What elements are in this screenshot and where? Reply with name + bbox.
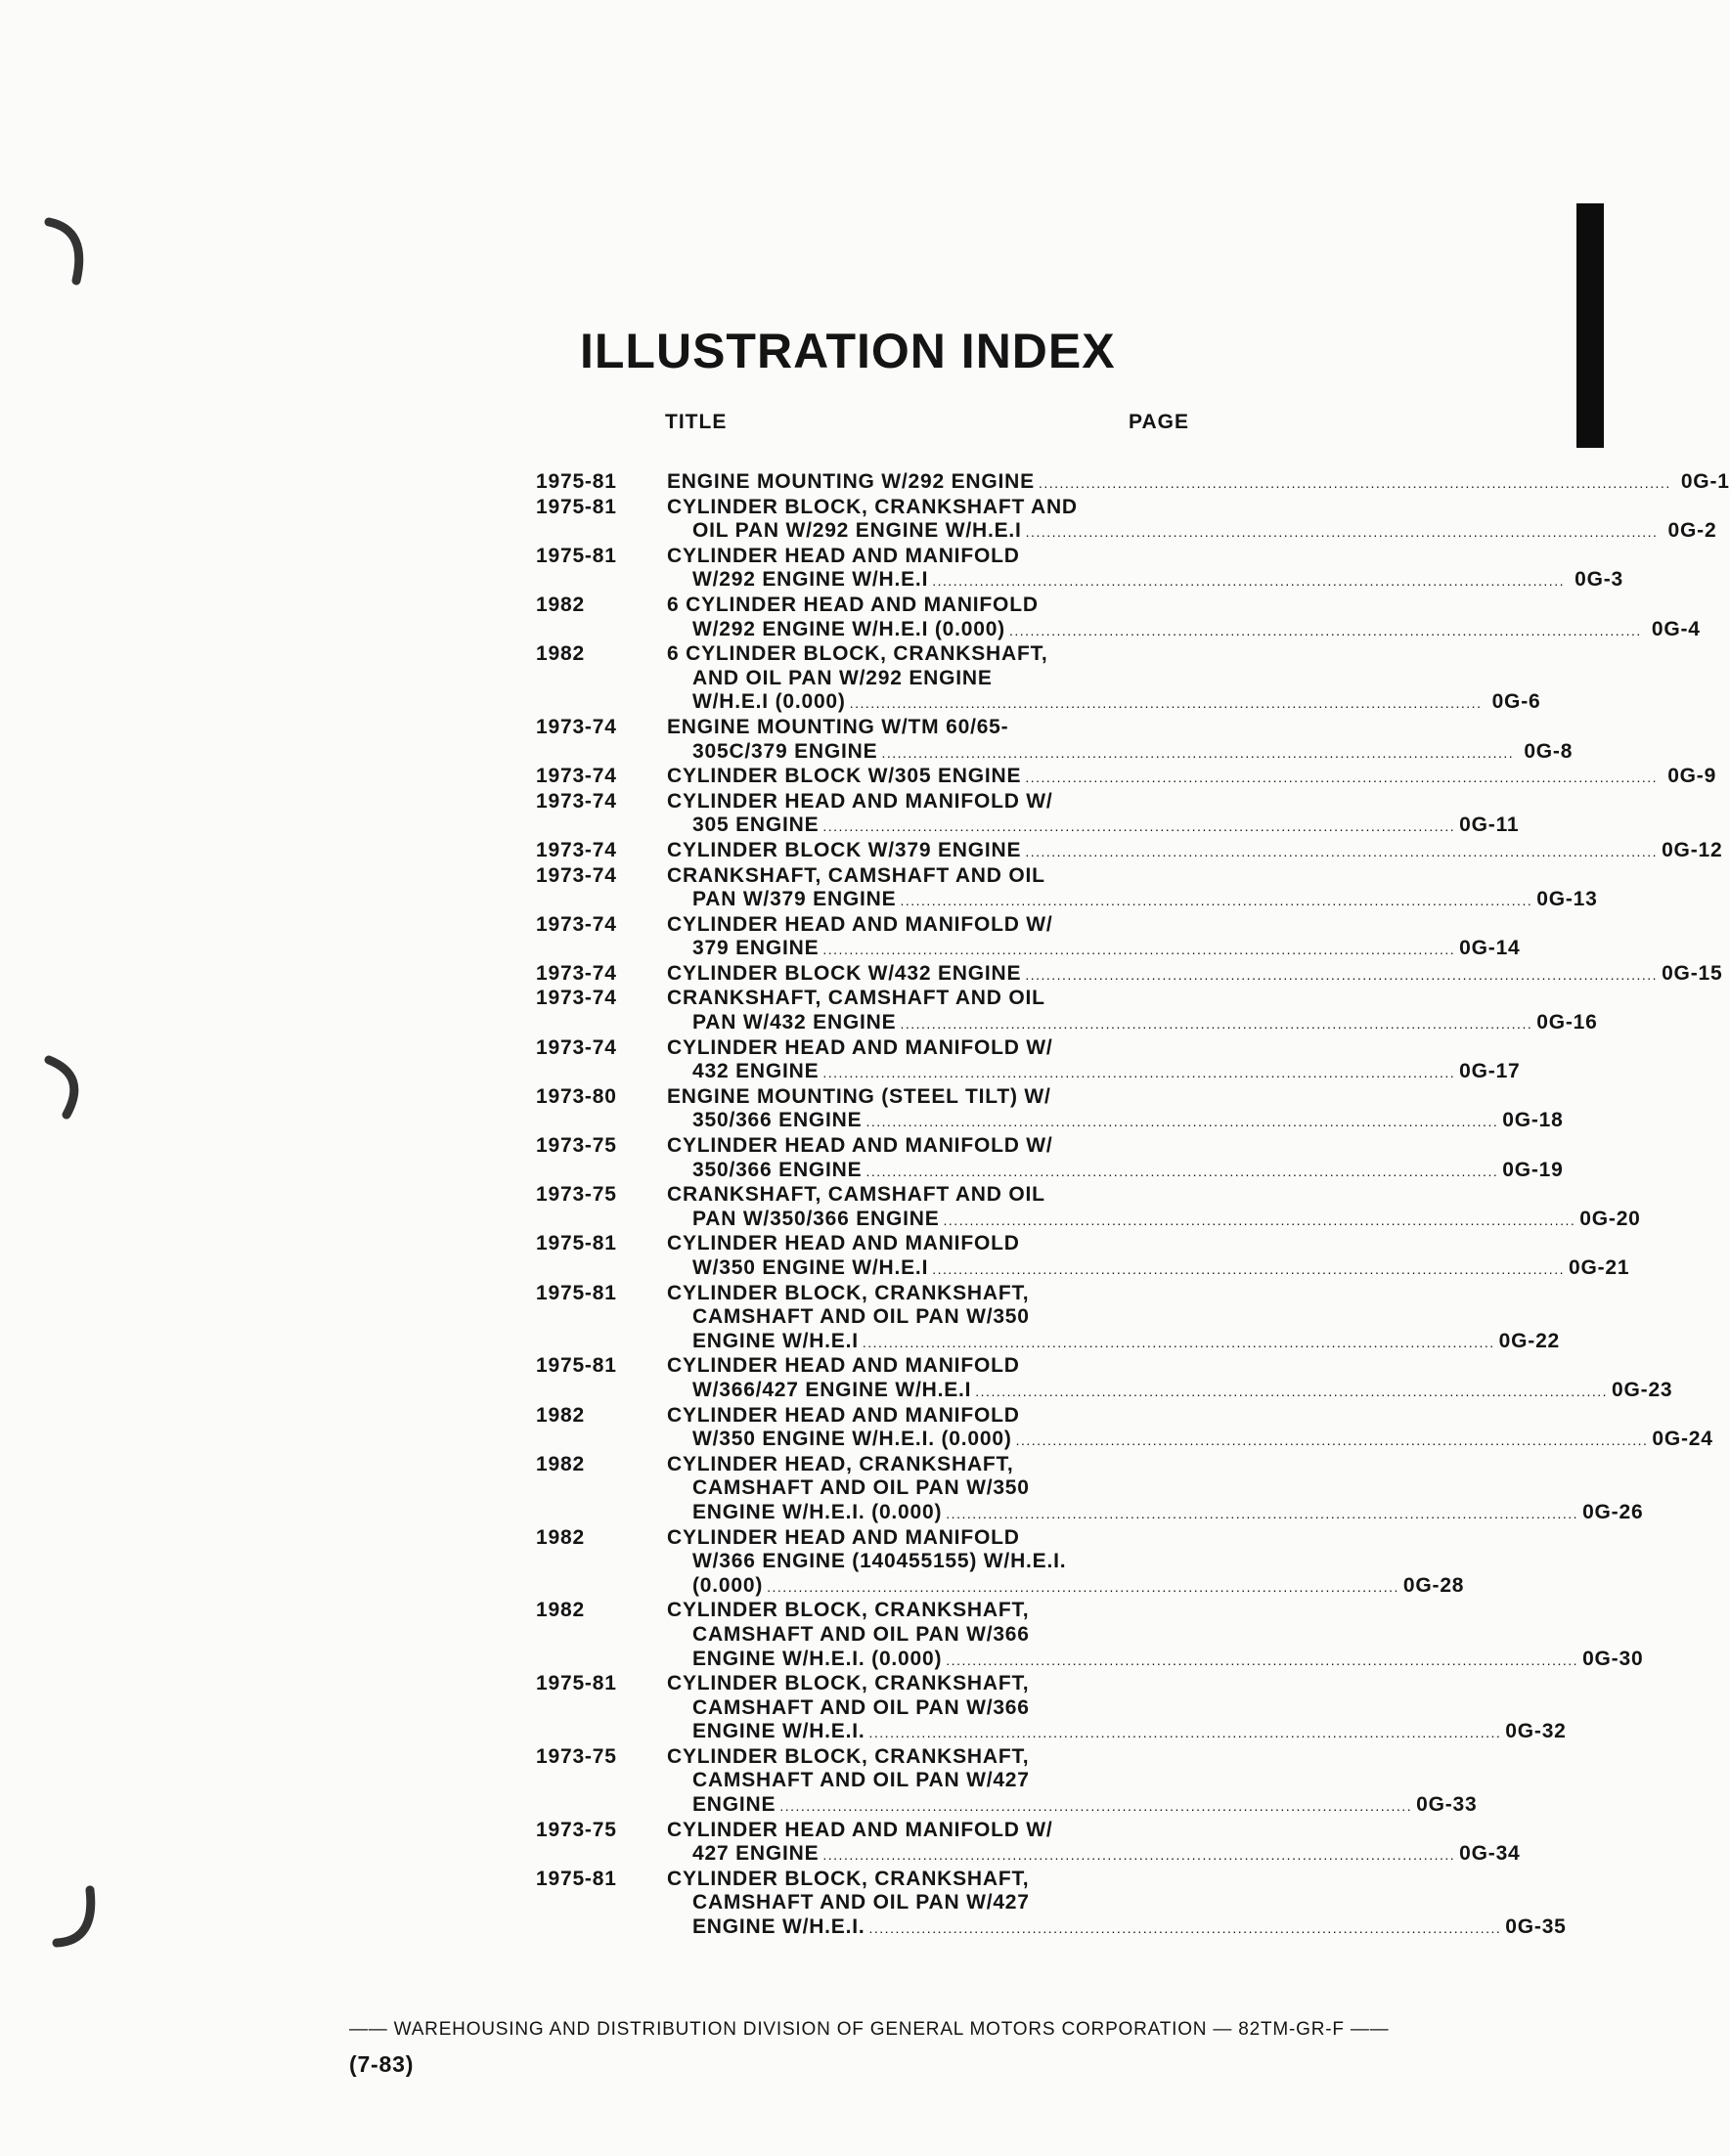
entry-title-line [667, 814, 1520, 839]
entry-title-line [667, 1158, 1564, 1184]
entry-page: 0G-9 [1667, 765, 1717, 788]
entry-title-line: CYLINDER HEAD AND MANIFOLD W/ [667, 912, 1053, 936]
index-entry [536, 863, 1598, 913]
entry-title-text: PAN W/379 ENGINE [692, 888, 897, 911]
entry-year: 1973-75 [536, 1818, 617, 1841]
dot-leader: ........................................................................................................................ [822, 818, 1456, 835]
entry-title-line: 6 CYLINDER HEAD AND MANIFOLD [667, 593, 1039, 616]
entry-title-text: 427 ENGINE [692, 1842, 820, 1866]
entry-page: 0G-20 [1579, 1207, 1641, 1230]
entry-page: 0G-26 [1582, 1500, 1644, 1523]
entry-year: 1975-81 [536, 1672, 617, 1695]
index-entry [536, 912, 1521, 962]
index-entry [536, 593, 1701, 642]
entry-title-text: CYLINDER BLOCK W/379 ENGINE [667, 838, 1022, 861]
entry-year: 1975-81 [536, 1232, 617, 1255]
index-entry [536, 470, 1730, 496]
dot-leader: ........................................................................................................................ [865, 1114, 1499, 1130]
index-entry [536, 642, 1541, 716]
entry-page: 0G-3 [1575, 568, 1623, 592]
entry-title-line [667, 1207, 1641, 1233]
entry-year: 1975-81 [536, 544, 617, 567]
entry-year: 1982 [536, 1525, 585, 1549]
entry-title-line [667, 888, 1598, 913]
entry-title-line [667, 961, 1723, 988]
dot-leader: ........................................................................................................................ [932, 1261, 1565, 1277]
dot-leader: ........................................................................................................................ [822, 942, 1456, 958]
dot-leader: ........................................................................................................................ [767, 1578, 1399, 1595]
section-tab [1576, 203, 1604, 448]
entry-page: 0G-8 [1524, 739, 1574, 763]
page-title: ILLUSTRATION INDEX [580, 324, 1116, 378]
dot-leader: ........................................................................................................................ [822, 1847, 1456, 1864]
entry-year: 1973-75 [536, 1183, 617, 1207]
entry-body [667, 495, 1717, 545]
entry-year: 1973-74 [536, 715, 617, 738]
entry-body [667, 838, 1723, 864]
entry-body [667, 1744, 1478, 1819]
entry-year: 1975-81 [536, 495, 617, 518]
entry-page: 0G-19 [1502, 1158, 1564, 1181]
entry-body [667, 1867, 1567, 1941]
entry-year: 1982 [536, 642, 585, 666]
entry-page: 0G-2 [1667, 519, 1717, 543]
entry-title-line: CYLINDER BLOCK, CRANKSHAFT, [667, 1867, 1030, 1890]
entry-title-line: ENGINE MOUNTING (STEEL TILT) W/ [667, 1084, 1051, 1108]
entry-page: 0G-4 [1651, 617, 1701, 640]
entry-page: 0G-22 [1498, 1329, 1561, 1352]
entry-title-text: PAN W/350/366 ENGINE [692, 1207, 940, 1230]
column-header-title: TITLE [665, 411, 728, 433]
entry-title-line: CAMSHAFT AND OIL PAN W/427 [692, 1769, 1030, 1792]
entry-title-text: (0.000) [692, 1573, 764, 1597]
dot-leader: ........................................................................................................................ [900, 1016, 1533, 1033]
index-entry [536, 1672, 1567, 1745]
entry-page: 0G-35 [1505, 1915, 1567, 1939]
entry-year: 1973-74 [536, 838, 617, 861]
entry-year: 1975-81 [536, 1354, 617, 1378]
entry-body [667, 863, 1598, 913]
dot-leader: ........................................................................................................................ [1008, 622, 1642, 638]
entry-title-text: W/292 ENGINE W/H.E.I [692, 568, 929, 592]
entry-title-line [667, 1500, 1644, 1526]
entry-title-text: W/H.E.I (0.000) [692, 690, 846, 714]
index-entry [536, 1818, 1521, 1868]
entry-title-line [667, 1060, 1521, 1085]
entry-year: 1975-81 [536, 1867, 617, 1890]
entry-body [667, 1452, 1644, 1526]
entry-title-line: CAMSHAFT AND OIL PAN W/350 [692, 1305, 1030, 1329]
entry-title-text: W/350 ENGINE W/H.E.I [692, 1256, 929, 1279]
entry-body [667, 1183, 1641, 1232]
entry-title-line: CRANKSHAFT, CAMSHAFT AND OIL [667, 987, 1045, 1010]
entry-title-line [667, 1793, 1478, 1819]
dot-leader: ........................................................................................................................ [1038, 475, 1671, 491]
entry-title-line: CYLINDER BLOCK, CRANKSHAFT, [667, 1744, 1030, 1768]
entry-body [667, 470, 1730, 496]
index-entry [536, 765, 1717, 790]
entry-title-text: ENGINE MOUNTING W/292 ENGINE [667, 470, 1035, 493]
entry-title-line: CYLINDER BLOCK, CRANKSHAFT, [667, 1281, 1030, 1304]
entry-title-line: CYLINDER BLOCK, CRANKSHAFT, [667, 1672, 1030, 1695]
entry-title-line [667, 690, 1541, 716]
dot-leader: ........................................................................................................................ [946, 1651, 1579, 1668]
dot-leader: ........................................................................................................................ [1025, 966, 1659, 983]
entry-title-line [667, 1720, 1567, 1745]
entry-title-text: ENGINE W/H.E.I. (0.000) [692, 1500, 943, 1523]
entry-title-text: ENGINE W/H.E.I [692, 1329, 859, 1352]
dot-leader: ........................................................................................................................ [900, 893, 1533, 909]
index-entry [536, 1281, 1561, 1355]
entry-page: 0G-12 [1662, 838, 1723, 861]
entry-title-line: CYLINDER HEAD AND MANIFOLD [667, 1403, 1020, 1427]
dot-leader: ........................................................................................................................ [868, 1920, 1502, 1937]
entry-page: 0G-24 [1652, 1428, 1713, 1451]
entry-title-text: ENGINE [692, 1793, 776, 1817]
entry-title-line [667, 1428, 1713, 1453]
entry-title-line: CAMSHAFT AND OIL PAN W/366 [692, 1622, 1030, 1646]
entry-title-line: ENGINE MOUNTING W/TM 60/65- [667, 715, 1009, 738]
entry-title-text: 350/366 ENGINE [692, 1109, 863, 1132]
entry-title-text: W/366/427 ENGINE W/H.E.I [692, 1378, 972, 1401]
entry-page: 0G-34 [1459, 1842, 1521, 1866]
entry-year: 1982 [536, 593, 585, 616]
entry-page: 0G-16 [1536, 1011, 1598, 1034]
entry-page: 0G-33 [1416, 1793, 1478, 1817]
entry-body [667, 1818, 1521, 1868]
entry-title-line: AND OIL PAN W/292 ENGINE [692, 666, 993, 689]
entry-title-text: CYLINDER BLOCK W/305 ENGINE [667, 765, 1022, 788]
binder-hole-icon [49, 1882, 108, 1960]
entry-title-line [667, 1256, 1630, 1282]
column-header-page: PAGE [1129, 411, 1189, 433]
binder-hole-icon [37, 1046, 96, 1124]
footer-division-line: —— WAREHOUSING AND DISTRIBUTION DIVISION OF GENERAL MOTORS CORPORATION — 82TM-GR-F —— [349, 2019, 1390, 2040]
entry-year: 1973-74 [536, 987, 617, 1010]
entry-title-line: CYLINDER HEAD AND MANIFOLD W/ [667, 1035, 1053, 1059]
dot-leader: ........................................................................................................................ [975, 1383, 1609, 1399]
entry-body [667, 642, 1541, 716]
entry-body [667, 1403, 1713, 1453]
entry-page: 0G-23 [1612, 1378, 1673, 1401]
entry-body [667, 1525, 1465, 1600]
entry-year: 1973-74 [536, 863, 617, 887]
dot-leader: ........................................................................................................................ [849, 695, 1483, 712]
dot-leader: ........................................................................................................................ [1025, 843, 1659, 859]
entry-year: 1973-74 [536, 912, 617, 936]
entry-title-text: 379 ENGINE [692, 937, 820, 960]
revision-code: (7-83) [349, 2051, 415, 2077]
entry-title-line: CYLINDER HEAD AND MANIFOLD W/ [667, 1134, 1053, 1158]
entry-page: 0G-15 [1662, 961, 1723, 985]
dot-leader: ........................................................................................................................ [779, 1798, 1413, 1815]
dot-leader: ........................................................................................................................ [1025, 524, 1659, 541]
entry-title-line: CYLINDER HEAD AND MANIFOLD [667, 544, 1020, 567]
illustration-index-list [536, 470, 1730, 1941]
index-entry [536, 495, 1717, 545]
entry-title-text: 305 ENGINE [692, 814, 820, 837]
entry-title-line: CAMSHAFT AND OIL PAN W/366 [692, 1695, 1030, 1719]
entry-body [667, 1672, 1567, 1745]
entry-body [667, 1232, 1630, 1281]
index-entry [536, 1134, 1564, 1183]
entry-title-line: CRANKSHAFT, CAMSHAFT AND OIL [667, 863, 1045, 887]
entry-year: 1973-74 [536, 789, 617, 813]
entry-title-line [667, 1915, 1567, 1941]
entry-title-text: CYLINDER BLOCK W/432 ENGINE [667, 961, 1022, 985]
entry-year: 1973-74 [536, 1035, 617, 1059]
entry-title-line: CYLINDER HEAD AND MANIFOLD [667, 1525, 1020, 1549]
entry-year: 1973-75 [536, 1134, 617, 1158]
dot-leader: ........................................................................................................................ [865, 1163, 1499, 1179]
entry-title-text: PAN W/432 ENGINE [692, 1011, 897, 1034]
index-entry [536, 715, 1574, 765]
entry-body [667, 1281, 1561, 1355]
entry-title-line [667, 1573, 1465, 1600]
entry-title-line: CAMSHAFT AND OIL PAN W/350 [692, 1476, 1030, 1500]
entry-page: 0G-17 [1459, 1060, 1521, 1083]
entry-body [667, 789, 1520, 839]
index-entry [536, 1525, 1465, 1600]
entry-title-line [667, 568, 1623, 594]
index-entry [536, 1354, 1673, 1403]
dot-leader: ........................................................................................................................ [946, 1505, 1579, 1521]
dot-leader: ........................................................................................................................ [943, 1211, 1576, 1228]
dot-leader: ........................................................................................................................ [822, 1065, 1456, 1081]
dot-leader: ........................................................................................................................ [881, 744, 1515, 761]
entry-page: 0G-14 [1459, 937, 1521, 960]
entry-year: 1973-74 [536, 961, 617, 985]
entry-title-line: CYLINDER HEAD AND MANIFOLD W/ [667, 1818, 1053, 1841]
dot-leader: ........................................................................................................................ [1015, 1432, 1649, 1449]
entry-title-line [667, 470, 1730, 496]
entry-title-text: 432 ENGINE [692, 1060, 820, 1083]
entry-title-line: CRANKSHAFT, CAMSHAFT AND OIL [667, 1183, 1045, 1207]
entry-title-text: ENGINE W/H.E.I. (0.000) [692, 1647, 943, 1670]
index-entry [536, 1744, 1478, 1819]
entry-title-text: OIL PAN W/292 ENGINE W/H.E.I [692, 519, 1022, 543]
entry-title-line [667, 519, 1717, 545]
entry-year: 1973-75 [536, 1744, 617, 1768]
entry-year: 1973-74 [536, 765, 617, 788]
entry-body [667, 1084, 1564, 1134]
entry-body [667, 987, 1598, 1035]
entry-title-line: CYLINDER BLOCK, CRANKSHAFT AND [667, 495, 1078, 518]
entry-title-line: CYLINDER HEAD, CRANKSHAFT, [667, 1452, 1014, 1475]
index-entry [536, 544, 1623, 594]
entry-title-line: CYLINDER BLOCK, CRANKSHAFT, [667, 1599, 1030, 1622]
index-entry [536, 838, 1723, 864]
entry-title-line: CYLINDER HEAD AND MANIFOLD [667, 1232, 1020, 1255]
index-entry [536, 1183, 1641, 1232]
entry-title-text: ENGINE W/H.E.I. [692, 1915, 865, 1939]
index-entry [536, 961, 1723, 988]
index-entry [536, 789, 1520, 839]
entry-body [667, 765, 1717, 790]
entry-body [667, 593, 1701, 642]
entry-title-text: W/350 ENGINE W/H.E.I. (0.000) [692, 1428, 1012, 1451]
entry-title-line [667, 1842, 1521, 1868]
entry-title-line [667, 1109, 1564, 1134]
dot-leader: ........................................................................................................................ [862, 1334, 1495, 1350]
entry-year: 1975-81 [536, 470, 617, 493]
entry-body [667, 544, 1623, 594]
entry-page: 0G-11 [1459, 814, 1520, 837]
entry-year: 1982 [536, 1452, 585, 1475]
entry-title-line [667, 1329, 1561, 1355]
entry-title-line: CYLINDER HEAD AND MANIFOLD W/ [667, 789, 1053, 813]
index-entry [536, 1035, 1521, 1085]
dot-leader: ........................................................................................................................ [868, 1725, 1502, 1741]
dot-leader: ........................................................................................................................ [932, 573, 1565, 590]
entry-title-line [667, 937, 1521, 962]
entry-title-text: W/292 ENGINE W/H.E.I (0.000) [692, 617, 1005, 640]
entry-title-line [667, 1647, 1644, 1673]
index-entry [536, 1452, 1644, 1526]
entry-title-line [667, 1378, 1673, 1404]
index-entry [536, 1232, 1630, 1281]
entry-year: 1982 [536, 1599, 585, 1622]
entry-title-line [667, 838, 1723, 864]
index-entry [536, 987, 1598, 1035]
entry-body [667, 715, 1574, 765]
binder-hole-icon [37, 210, 96, 288]
entry-page: 0G-13 [1536, 888, 1598, 911]
entry-title-text: 350/366 ENGINE [692, 1158, 863, 1181]
entry-year: 1975-81 [536, 1281, 617, 1304]
entry-title-line: 6 CYLINDER BLOCK, CRANKSHAFT, [667, 642, 1048, 666]
index-entry [536, 1599, 1644, 1672]
entry-page: 0G-6 [1491, 690, 1541, 714]
index-entry [536, 1867, 1567, 1941]
entry-title-line [667, 739, 1574, 766]
entry-body [667, 912, 1521, 962]
index-entry [536, 1403, 1713, 1453]
entry-body [667, 1354, 1673, 1403]
entry-title-text: ENGINE W/H.E.I. [692, 1720, 865, 1743]
entry-body [667, 1599, 1644, 1672]
entry-title-line [667, 1011, 1598, 1036]
entry-title-line: CYLINDER HEAD AND MANIFOLD [667, 1354, 1020, 1378]
entry-body [667, 961, 1723, 988]
entry-body [667, 1035, 1521, 1085]
entry-year: 1982 [536, 1403, 585, 1427]
entry-page: 0G-18 [1502, 1109, 1564, 1132]
entry-title-line: CAMSHAFT AND OIL PAN W/427 [692, 1891, 1030, 1914]
entry-page: 0G-30 [1582, 1647, 1644, 1670]
entry-title-line [667, 765, 1717, 790]
entry-year: 1973-80 [536, 1084, 617, 1108]
entry-body [667, 1134, 1564, 1183]
entry-title-text: 305C/379 ENGINE [692, 739, 878, 763]
index-entry [536, 1084, 1564, 1134]
entry-title-line: W/366 ENGINE (140455155) W/H.E.I. [692, 1550, 1067, 1573]
entry-title-line [667, 617, 1701, 643]
entry-page: 0G-1 [1680, 470, 1730, 493]
dot-leader: ........................................................................................................................ [1025, 770, 1659, 786]
entry-page: 0G-21 [1568, 1256, 1630, 1279]
entry-page: 0G-28 [1402, 1573, 1465, 1597]
entry-page: 0G-32 [1505, 1720, 1567, 1743]
